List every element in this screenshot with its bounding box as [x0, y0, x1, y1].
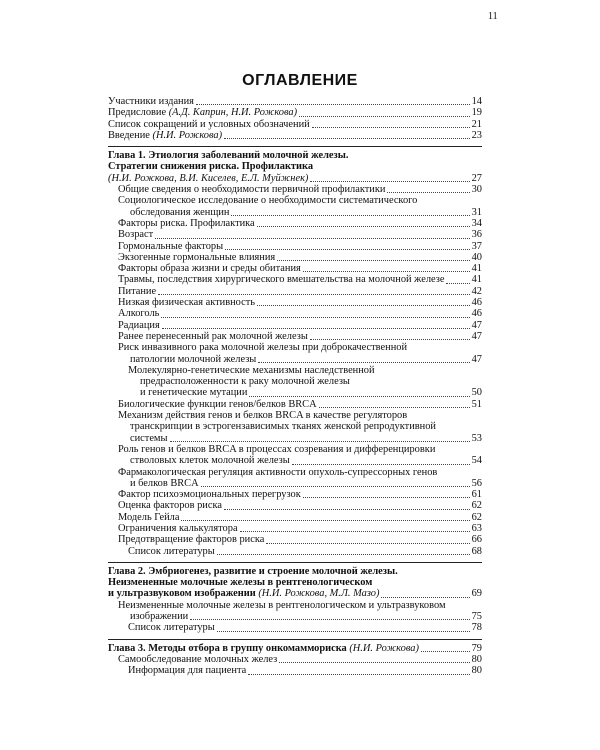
chapter-1 — [108, 150, 482, 557]
divider — [108, 146, 482, 147]
toc-page-number: 50 — [471, 387, 482, 399]
toc-page-number: 56 — [471, 477, 482, 489]
toc-entry-title: Модель Гейла — [118, 511, 180, 523]
toc-page-number: 42 — [471, 285, 482, 297]
dot-leader — [299, 116, 470, 117]
toc-entry — [108, 489, 482, 500]
toc-page-number: 19 — [471, 107, 482, 119]
divider — [108, 639, 482, 640]
toc-entry — [108, 207, 482, 218]
toc-entry-line: Роль генов и белков BRCA в процессах созревания и дифференцировки — [118, 443, 436, 455]
toc-entry — [108, 512, 482, 523]
dot-leader — [257, 226, 470, 227]
dot-leader — [158, 294, 470, 295]
toc-page-number: 54 — [471, 455, 482, 467]
toc-entry-title: Ограничения калькулятора — [118, 522, 238, 534]
toc-page-number: 41 — [471, 274, 482, 286]
toc-page-number: 30 — [471, 184, 482, 196]
chapter-authors: (Н.И. Рожкова, М.Л. Мазо) — [255, 588, 380, 600]
dot-leader — [224, 509, 470, 510]
chapter-3 — [108, 643, 482, 677]
toc-entry — [108, 654, 482, 665]
toc-page-number: 75 — [471, 611, 482, 623]
toc-entry — [108, 320, 482, 331]
toc-page-number: 41 — [471, 263, 482, 275]
dot-leader — [292, 464, 470, 465]
chapter-heading-entry — [108, 643, 482, 654]
toc-page-number: 21 — [471, 118, 482, 130]
toc-entry-title: Алкоголь — [118, 308, 160, 320]
toc-entry-title: Факторы образа жизни и среды обитания — [118, 263, 301, 275]
divider — [108, 562, 482, 563]
toc-page-number: 51 — [471, 398, 482, 410]
toc-entry-title: Экзогенные гормональные влияния — [118, 251, 276, 263]
toc-entry-line: Риск инвазивного рака молочной железы при доброкачественной — [118, 342, 408, 354]
toc-entry — [108, 331, 482, 342]
toc-entry-authors: (Н.И. Рожкова) — [152, 129, 223, 141]
toc-entry — [108, 354, 482, 365]
toc-entry-title: Фактор психоэмоциональных перегрузок — [118, 489, 301, 501]
toc-entry-title: изображении — [130, 611, 189, 623]
chapter-title: и ультразвуковом изображении — [108, 588, 256, 600]
toc-page-number: 40 — [471, 251, 482, 263]
toc-page-number: 78 — [471, 622, 482, 634]
toc-page-number: 47 — [471, 330, 482, 342]
toc-page-number: 37 — [471, 240, 482, 252]
chapter-2 — [108, 566, 482, 634]
toc-page-number: 62 — [471, 511, 482, 523]
toc-entry — [108, 478, 482, 489]
toc-entry — [108, 546, 482, 557]
toc-page-number: 31 — [471, 206, 482, 218]
toc-entry — [108, 107, 482, 118]
toc-entry — [108, 611, 482, 622]
toc-page-number: 36 — [471, 229, 482, 241]
chapter-authors: (Н.И. Рожкова) — [346, 642, 419, 654]
dot-leader — [201, 486, 470, 487]
chapter-title: Неизмененные молочные железы в рентгенологическом — [108, 577, 373, 589]
toc-page-number: 66 — [471, 534, 482, 546]
dot-leader — [310, 339, 470, 340]
toc-entry — [108, 622, 482, 633]
toc-page-number: 14 — [471, 96, 482, 107]
toc-page-number: 34 — [471, 217, 482, 229]
toc-page-number: 46 — [471, 297, 482, 309]
toc-entry-line: Механизм действия генов и белков BRCA в качестве регуляторов — [118, 410, 408, 422]
dot-leader — [217, 554, 470, 555]
dot-leader — [248, 674, 469, 675]
dot-leader — [312, 127, 470, 128]
toc-entry-label: Предисловие — [108, 107, 169, 119]
chapter-heading-entry — [108, 173, 482, 184]
toc-page-number: 80 — [471, 665, 482, 677]
toc-entry — [108, 433, 482, 444]
dot-leader — [303, 271, 470, 272]
toc-entry-line: транскрипции в эстрогензависимых тканях женской репродуктивной — [130, 421, 436, 433]
chapter-title: Глава 3. Методы отбора в группу онкомаммориска — [108, 642, 347, 654]
dot-leader — [181, 520, 469, 521]
toc-entry — [108, 308, 482, 319]
toc-entry-title: и генетические мутации — [140, 387, 248, 399]
dot-leader — [240, 531, 470, 532]
toc-page-number: 80 — [471, 653, 482, 665]
toc-entry — [108, 523, 482, 534]
dot-leader — [217, 631, 470, 632]
toc-entry-label: Список сокращений и условных обозначений — [108, 118, 310, 130]
dot-leader — [155, 238, 469, 239]
dot-leader — [277, 260, 469, 261]
toc-entry-title: Возраст — [118, 229, 154, 241]
dot-leader — [446, 283, 469, 284]
toc-entry-title — [108, 119, 310, 130]
toc-entry-title: Список литературы — [128, 545, 215, 557]
dot-leader — [161, 317, 469, 318]
toc-entry-title: Ранее перенесенный рак молочной железы — [118, 330, 308, 342]
toc-entry-title — [108, 96, 194, 107]
chapter-heading-entry — [108, 588, 482, 599]
toc-entry — [108, 96, 482, 107]
toc-entry-title: Биологические функции генов/белков BRCA — [118, 398, 317, 410]
dot-leader — [224, 138, 470, 139]
dot-leader — [170, 441, 470, 442]
toc-page-number: 79 — [471, 642, 482, 654]
toc-entry-line: Фармакологическая регуляция активности опухоль-супрессорных генов — [118, 466, 438, 478]
toc-entry-authors: (А.Д. Каприн, Н.И. Рожкова) — [168, 107, 298, 119]
dot-leader — [303, 497, 470, 498]
toc-entry-line: предрасположенности к раку молочной железы — [140, 376, 350, 388]
toc-page-number: 53 — [471, 432, 482, 444]
toc-entry-title: Оценка факторов риска — [118, 500, 222, 512]
toc-entry-title: Предотвращение факторов риска — [118, 534, 265, 546]
toc-entry — [108, 500, 482, 511]
toc-entry-title: Общие сведения о необходимости первичной профилактики — [118, 184, 386, 196]
front-matter — [108, 96, 482, 141]
toc-entry-title: Самообследование молочных желез — [118, 653, 278, 665]
toc-entry — [108, 297, 482, 308]
toc-entry-title: Питание — [118, 285, 157, 297]
toc-entry-title: Радиация — [118, 319, 160, 331]
toc-page-number: 47 — [471, 353, 482, 365]
dot-leader — [231, 215, 469, 216]
toc-page-number: 47 — [471, 319, 482, 331]
toc-page-number: 27 — [471, 172, 482, 184]
toc-entry-title — [108, 130, 222, 141]
toc-entry-line: Неизмененные молочные железы в рентгенологическом и ультразвуковом — [118, 599, 446, 611]
toc-page-number: 68 — [471, 545, 482, 557]
dot-leader — [381, 597, 469, 598]
toc-entry — [108, 399, 482, 410]
toc-page-number: 69 — [471, 588, 482, 600]
toc-entry — [108, 184, 482, 195]
dot-leader — [421, 651, 470, 652]
chapter-title-wrap — [108, 643, 419, 654]
toc-page-number: 62 — [471, 500, 482, 512]
chapter-title: Глава 1. Этиология заболеваний молочной железы. — [108, 150, 349, 162]
toc-entry-title: стволовых клеток молочной железы — [130, 455, 290, 467]
chapter-title: Стратегии снижения риска. Профилактика — [108, 161, 314, 173]
chapter-title: Глава 2. Эмбриогенез, развитие и строение молочной железы. — [108, 565, 398, 577]
chapter-authors: (Н.И. Рожкова, В.И. Киселев, Е.Л. Муйжнек) — [108, 172, 309, 184]
toc-entry-title: Факторы риска. Профилактика — [118, 217, 255, 229]
dot-leader — [257, 305, 470, 306]
toc-entry — [108, 229, 482, 240]
dot-leader — [249, 396, 469, 397]
toc-entry-line: Молекулярно-генетические механизмы наследственной — [128, 364, 375, 376]
toc-page-number: 63 — [471, 522, 482, 534]
toc-entry — [108, 274, 482, 285]
toc-entry-title: системы — [130, 432, 168, 444]
toc-entry-title: Список литературы — [128, 622, 215, 634]
toc-entry — [108, 387, 482, 398]
dot-leader — [279, 662, 469, 663]
dot-leader — [190, 619, 469, 620]
page-title: ОГЛАВЛЕНИЕ — [242, 72, 358, 89]
dot-leader — [387, 192, 469, 193]
toc-entry — [108, 252, 482, 263]
dot-leader — [310, 181, 469, 182]
table-of-contents — [108, 96, 482, 677]
toc-entry — [108, 241, 482, 252]
toc-entry — [108, 130, 482, 141]
toc-entry — [108, 534, 482, 545]
toc-entry-line: Социологическое исследование о необходимости систематического — [118, 195, 418, 207]
toc-entry-label: Введение — [108, 129, 153, 141]
toc-entry — [108, 263, 482, 274]
toc-entry-title: Гормональные факторы — [118, 240, 224, 252]
toc-entry-label: Участники издания — [108, 96, 194, 107]
toc-entry-title: и белков BRCA — [130, 477, 199, 489]
toc-page-number: 61 — [471, 489, 482, 501]
toc-entry-title: патологии молочной железы — [130, 353, 257, 365]
dot-leader — [266, 543, 469, 544]
toc-entry-title: обследования женщин — [130, 206, 230, 218]
toc-entry — [108, 455, 482, 466]
toc-entry — [108, 286, 482, 297]
page-number: 11 — [488, 11, 498, 22]
dot-leader — [196, 104, 470, 105]
toc-entry — [108, 665, 482, 676]
toc-entry-title: Травмы, последствия хирургического вмешательства на молочной железе — [118, 274, 445, 286]
dot-leader — [162, 328, 470, 329]
dot-leader — [319, 407, 470, 408]
toc-page-number: 23 — [471, 129, 482, 141]
toc-entry-title: Информация для пациента — [128, 665, 247, 677]
toc-entry — [108, 218, 482, 229]
toc-entry-title — [108, 107, 297, 118]
dot-leader — [258, 362, 469, 363]
dot-leader — [225, 249, 470, 250]
toc-page-number: 46 — [471, 308, 482, 320]
toc-entry — [108, 119, 482, 130]
toc-entry-title: Низкая физическая активность — [118, 297, 256, 309]
chapter-title-wrap — [108, 588, 379, 599]
